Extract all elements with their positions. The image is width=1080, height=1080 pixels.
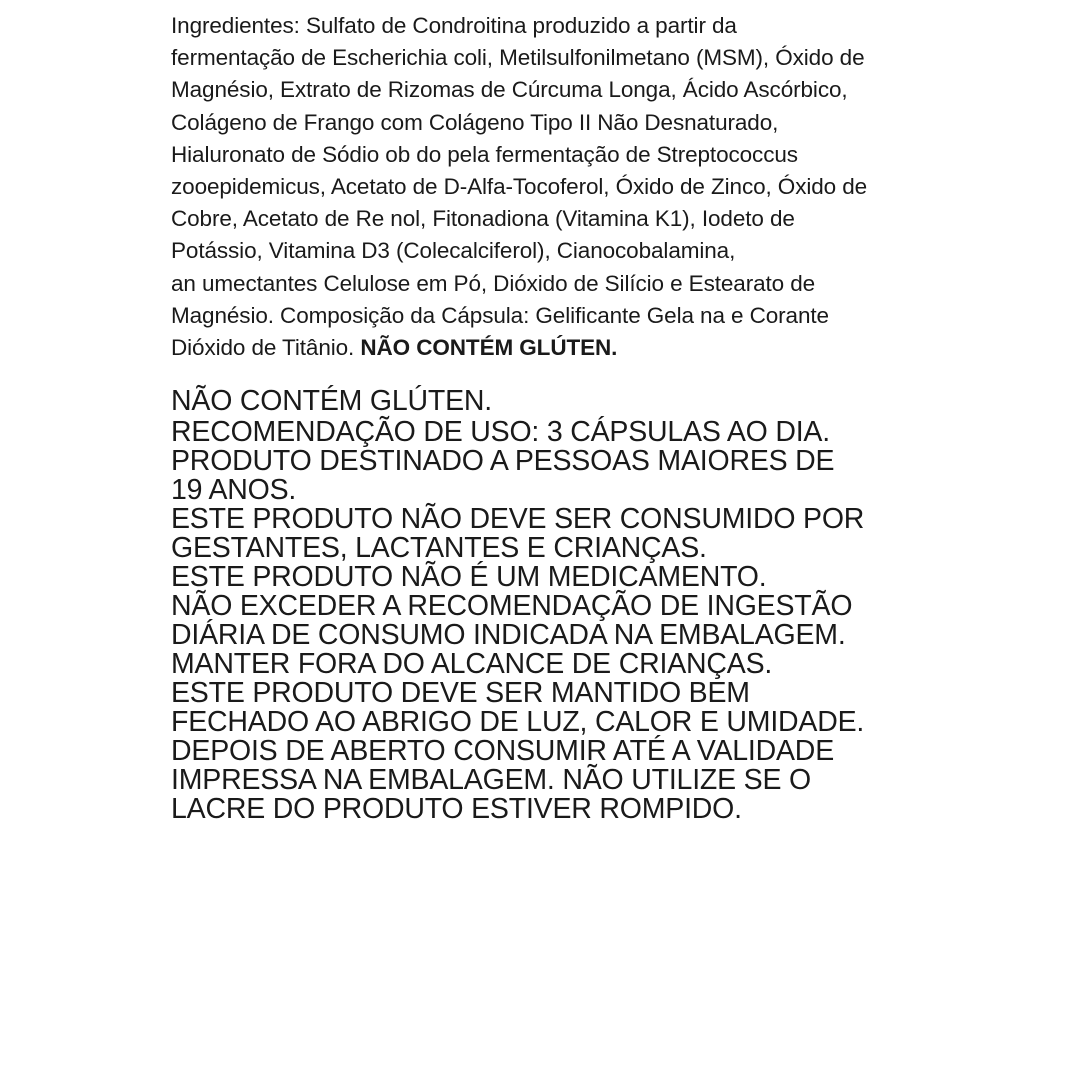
ingredients-line: Potássio, Vitamina D3 (Colecalciferol), Cianocobalamina, [171, 238, 736, 264]
warning-line: 19 ANOS. [171, 474, 297, 506]
warning-line: PRODUTO DESTINADO A PESSOAS MAIORES DE [171, 445, 835, 477]
ingredients-paragraph [171, 10, 961, 364]
ingredients-line: Magnésio. Composição da Cápsula: Gelificante Gela na e Corante [171, 302, 829, 328]
ingredients-last-line-text: Dióxido de Titânio. [171, 335, 361, 361]
warning-line: ESTE PRODUTO DEVE SER MANTIDO BEM [171, 677, 750, 709]
warning-line: DIÁRIA DE CONSUMO INDICADA NA EMBALAGEM. [171, 619, 846, 651]
ingredients-line: Ingredientes: Sulfato de Condroitina produzido a partir da [171, 13, 737, 38]
warning-line: RECOMENDAÇÃO DE USO: 3 CÁPSULAS AO DIA. [171, 416, 830, 448]
warning-line: DEPOIS DE ABERTO CONSUMIR ATÉ A VALIDADE [171, 735, 835, 767]
ingredients-line: fermentação de Escherichia coli, Metilsulfonilmetano (MSM), Óxido de [171, 45, 865, 71]
ingredients-line: an umectantes Celulose em Pó, Dióxido de Silício e Estearato de [171, 270, 816, 296]
ingredients-line: zooepidemicus, Acetato de D-Alfa-Tocoferol, Óxido de Zinco, Óxido de [171, 174, 868, 200]
ingredients-last-line [171, 332, 961, 364]
warning-line: GESTANTES, LACTANTES E CRIANÇAS. [171, 532, 707, 564]
gluten-free-notice: NÃO CONTÉM GLÚTEN. [171, 385, 493, 417]
gluten-free-bold-notice: NÃO CONTÉM GLÚTEN. [360, 335, 618, 361]
ingredients-line: Cobre, Acetato de Re nol, Fitonadiona (Vitamina K1), Iodeto de [171, 206, 795, 232]
warning-line: IMPRESSA NA EMBALAGEM. NÃO UTILIZE SE O [171, 764, 811, 796]
ingredients-line: Magnésio, Extrato de Rizomas de Cúrcuma Longa, Ácido Ascórbico, [171, 77, 848, 103]
ingredients-line: Hialuronato de Sódio ob do pela fermentação de Streptococcus [171, 141, 798, 167]
warning-line: MANTER FORA DO ALCANCE DE CRIANÇAS. [171, 648, 773, 680]
warnings-paragraph [171, 384, 931, 824]
warning-line: ESTE PRODUTO NÃO É UM MEDICAMENTO. [171, 561, 767, 593]
ingredients-line: Colágeno de Frango com Colágeno Tipo II Não Desnaturado, [171, 109, 779, 135]
warning-line: LACRE DO PRODUTO ESTIVER ROMPIDO. [171, 793, 742, 825]
warning-line: FECHADO AO ABRIGO DE LUZ, CALOR E UMIDADE. [171, 706, 865, 738]
warning-line: ESTE PRODUTO NÃO DEVE SER CONSUMIDO POR [171, 503, 865, 535]
warning-line: NÃO EXCEDER A RECOMENDAÇÃO DE INGESTÃO [171, 590, 853, 622]
